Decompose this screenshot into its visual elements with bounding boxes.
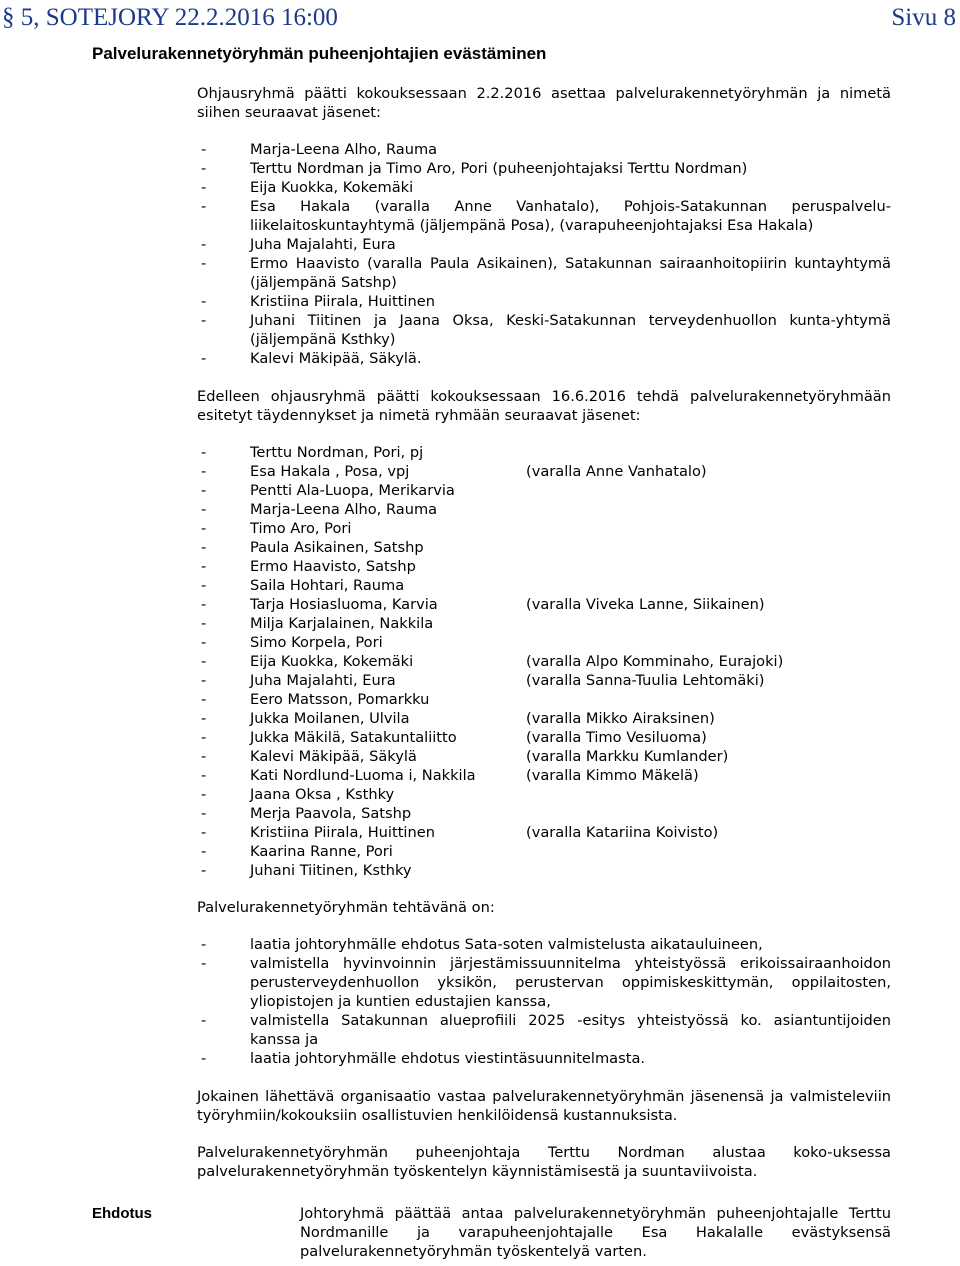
member-name: Simo Korpela, Pori [250,634,383,651]
member-name: Jukka Moilanen, Ulvila [250,710,410,727]
member-row [197,842,891,861]
list-item: - Juha Majalahti, Eura [197,235,891,254]
member-name: Kalevi Mäkipää, Säkylä [250,748,417,765]
member-deputy: (varalla Katariina Koivisto) [526,824,719,841]
member-deputy: (varalla Sanna-Tuulia Lehtomäki) [526,672,765,689]
member-row [197,747,891,766]
member-row [197,481,891,500]
member-name: Kati Nordlund-Luoma i, Nakkila [250,767,476,784]
intro-paragraph-2: Edelleen ohjausryhmä päätti kokouksessaan 16.6.2016 tehdä palvelurakennetyöryhmään esitetyt täydennykset ja nimetä ryhmään seuraavat jäsenet: [197,388,891,424]
member-row [197,595,891,614]
list-item: - Esa Hakala (varalla Anne Vanhatalo), Pohjois-Satakunnan peruspalvelu-liikelaitoskuntayhtymä (jäljempänä Posa), (varapuheenjohtajaksi Esa Hakala) [197,197,891,235]
member-name: Merja Paavola, Satshp [250,805,412,822]
list-item: - Terttu Nordman ja Timo Aro, Pori (puheenjohtajaksi Terttu Nordman) [197,159,891,178]
member-name: Juha Majalahti, Eura [250,672,396,689]
member-row [197,671,891,690]
member-row [197,804,891,823]
member-row [197,690,891,709]
member-row [197,709,891,728]
section-heading: § 5, SOTEJORY 22.2.2016 16:00 [2,4,338,31]
list-item: - Juhani Tiitinen ja Jaana Oksa, Keski-Satakunnan terveydenhuollon kunta-yhtymä (jäljempänä Ksthky) [197,311,891,349]
member-deputy: (varalla Mikko Airaksinen) [526,710,715,727]
cost-paragraph: Jokainen lähettävä organisaatio vastaa palvelurakennetyöryhmän jäsenensä ja valmisteleviin työryhmiin/kokouksiin osallistuvien henkilöidensä kustannuksista. [197,1088,891,1124]
member-name: Paula Asikainen, Satshp [250,539,424,556]
member-row [197,766,891,785]
task-list [197,935,891,1068]
member-name: Esa Hakala , Posa, vpj [250,463,410,480]
member-name: Kristiina Piirala, Huittinen [250,824,435,841]
member-deputy: (varalla Kimmo Mäkelä) [526,767,699,784]
member-name: Eija Kuokka, Kokemäki [250,653,414,670]
member-row [197,538,891,557]
list-item: - Kalevi Mäkipää, Säkylä. [197,349,891,368]
list-item: - Ermo Haavisto (varalla Paula Asikainen), Satakunnan sairaanhoitopiirin kuntayhtymä (jäljempänä Satshp) [197,254,891,292]
member-row [197,443,891,462]
document-body [197,84,891,1199]
task-item: - laatia johtoryhmälle ehdotus Sata-soten valmistelusta aikatauluineen, [197,935,891,954]
member-row [197,519,891,538]
member-row [197,823,891,842]
first-member-list [197,140,891,368]
member-list [197,443,891,880]
member-name: Juhani Tiitinen, Ksthky [250,862,412,879]
member-row [197,614,891,633]
member-row [197,652,891,671]
list-item: - Eija Kuokka, Kokemäki [197,178,891,197]
member-row [197,861,891,880]
member-row [197,462,891,481]
member-row [197,728,891,747]
member-name: Kaarina Ranne, Pori [250,843,393,860]
member-row [197,576,891,595]
list-item: - Marja-Leena Alho, Rauma [197,140,891,159]
member-row [197,633,891,652]
intro-paragraph-1: Ohjausryhmä päätti kokouksessaan 2.2.2016 asettaa palvelurakennetyöryhmän ja nimetä siihen seuraavat jäsenet: [197,85,891,121]
page-header [0,4,960,40]
proposal-text: Johtoryhmä päättää antaa palvelurakennetyöryhmän puheenjohtajalle Terttu Nordmanille ja varapuheenjohtajalle Esa Hakalalle evästyksensä palvelurakennetyöryhmän työskentelyä varten. [300,1205,891,1260]
member-name: Jukka Mäkilä, Satakuntaliitto [250,729,457,746]
member-deputy: (varalla Markku Kumlander) [526,748,729,765]
member-name: Jaana Oksa , Ksthky [250,786,395,803]
member-row [197,500,891,519]
document-title: Palvelurakennetyöryhmän puheenjohtajien evästäminen [92,44,547,63]
member-row [197,557,891,576]
member-name: Tarja Hosiasluoma, Karvia [250,596,438,613]
member-name: Timo Aro, Pori [250,520,352,537]
member-name: Eero Matsson, Pomarkku [250,691,430,708]
task-item: - valmistella Satakunnan alueprofiili 2025 -esitys yhteistyössä ko. asiantuntijoiden kanssa ja [197,1011,891,1049]
member-deputy: (varalla Timo Vesiluoma) [526,729,707,746]
member-name: Saila Hohtari, Rauma [250,577,405,594]
member-row [197,785,891,804]
task-item: - laatia johtoryhmälle ehdotus viestintäsuunnitelmasta. [197,1049,891,1068]
proposal-label: Ehdotus [92,1205,152,1222]
member-name: Milja Karjalainen, Nakkila [250,615,434,632]
chair-paragraph: Palvelurakennetyöryhmän puheenjohtaja Terttu Nordman alustaa koko-uksessa palvelurakennetyöryhmän työskentelyn käynnistämisestä ja suuntaviivoista. [197,1144,891,1180]
member-deputy: (varalla Viveka Lanne, Siikainen) [526,596,765,613]
member-name: Ermo Haavisto, Satshp [250,558,416,575]
list-item: - Kristiina Piirala, Huittinen [197,292,891,311]
member-deputy: (varalla Alpo Komminaho, Eurajoki) [526,653,784,670]
task-item: - valmistella hyvinvoinnin järjestämissuunnitelma yhteistyössä erikoissairaanhoidon perusterveydenhuollon yksikön, perustervan oppimiskeskittymän, oppilaitosten, yliopistojen ja kuntien edustajien kanssa, [197,954,891,1011]
page-number: Sivu 8 [891,4,956,31]
member-name: Pentti Ala-Luopa, Merikarvia [250,482,455,499]
member-deputy: (varalla Anne Vanhatalo) [526,463,707,480]
member-name: Marja-Leena Alho, Rauma [250,501,438,518]
tasks-heading: Palvelurakennetyöryhmän tehtävänä on: [197,899,495,916]
member-name: Terttu Nordman, Pori, pj [250,444,424,461]
